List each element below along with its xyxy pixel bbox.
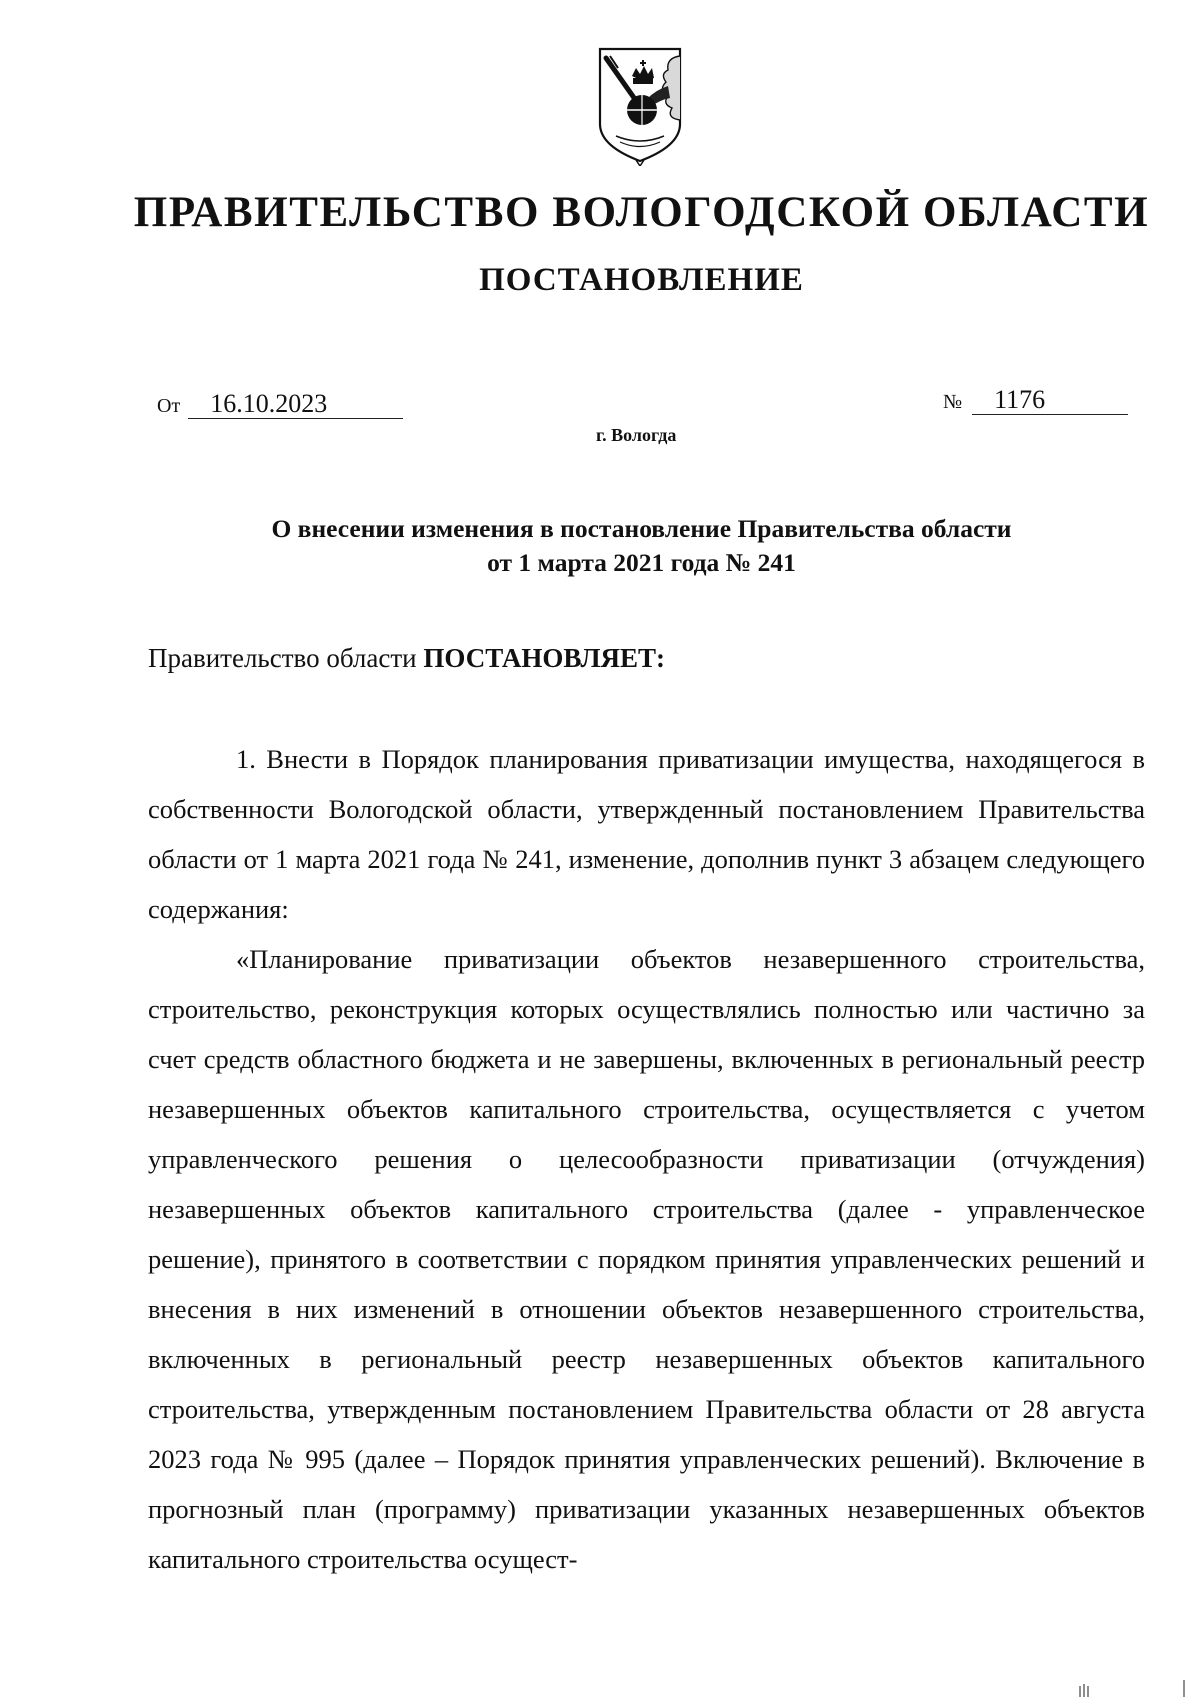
document-type: ПОСТАНОВЛЕНИЕ xyxy=(479,262,804,298)
document-number: 1176 xyxy=(972,386,1128,415)
number-field xyxy=(943,386,1128,415)
paragraph-1: 1. Внести в Порядок планирования приватизации имущества, находящегося в собственности Вологодской области, утвержденный постановлением Правительства области от 1 марта 2021 года № 241, изменение, дополнив пункт 3 абзацем следующего содержания: xyxy=(148,744,1145,924)
subject-line-1: О внесении изменения в постановление Правительства области xyxy=(271,514,1012,543)
date-field xyxy=(157,390,403,419)
intro-text: Правительство области xyxy=(148,643,424,673)
subject-line-2: от 1 марта 2021 года № 241 xyxy=(487,548,796,577)
date-prefix: От xyxy=(157,395,181,417)
document-subject xyxy=(0,512,1200,580)
number-prefix: № xyxy=(943,391,963,413)
vologda-coat-of-arms-icon xyxy=(596,46,684,166)
scan-marks xyxy=(1072,1680,1192,1697)
government-title: ПРАВИТЕЛЬСТВО ВОЛОГОДСКОЙ ОБЛАСТИ xyxy=(133,189,1150,236)
document-date: 16.10.2023 xyxy=(188,390,403,419)
document-body xyxy=(148,734,1145,1584)
city-label: г. Вологда xyxy=(596,425,677,445)
resolution-intro xyxy=(148,643,665,674)
intro-emphasis: ПОСТАНОВЛЯЕТ: xyxy=(423,643,665,673)
paragraph-2: «Планирование приватизации объектов незавершенного строительства, строительство, реконструкция которых осуществлялись полностью или частично за счет средств областного бюджета и не завершены, включенных в региональный реестр незавершенных объектов капитального строительства, осуществляется с учетом управленческого решения о целесообразности приватизации (отчуждения) незавершенных объектов капитального строительства (далее - управленческое решение), принятого в соответствии с порядком принятия управленческих решений и внесения в них изменений в отношении объектов незавершенного строительства, включенных в региональный реестр незавершенных объектов капитального строительства, утвержденным постановлением Правительства области от 28 августа 2023 года № 995 (далее – Порядок принятия управленческих решений). Включение в прогнозный план (программу) приватизации указанных незавершенных объектов капитального строительства осущест- xyxy=(148,944,1145,1574)
